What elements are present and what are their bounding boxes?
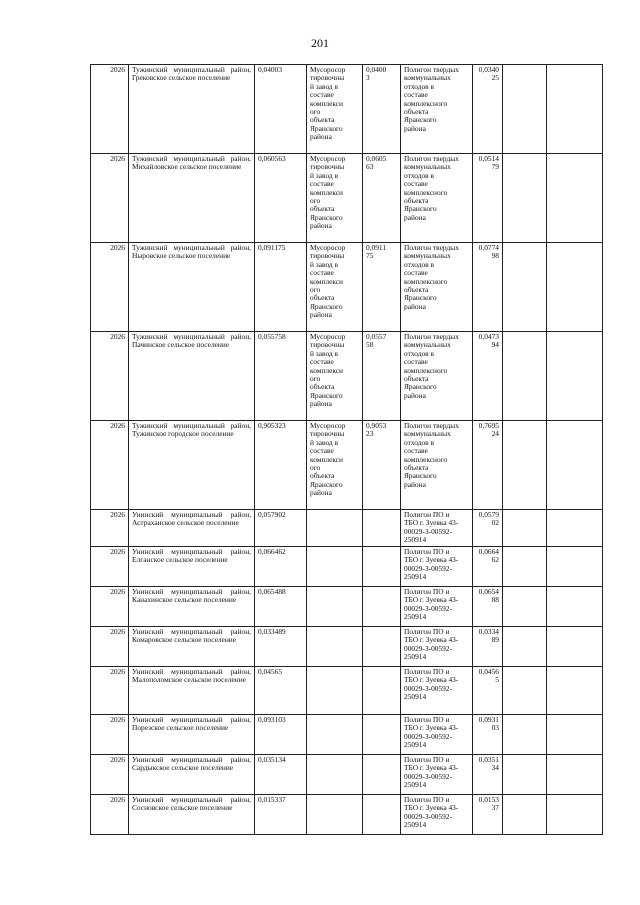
value-3-cell <box>473 667 503 715</box>
value-1-cell <box>255 65 307 154</box>
year-cell <box>91 510 129 547</box>
facility-cell-text: Мусоросор тировочны й завод в составе комплекси ого объекта Яранского района <box>310 243 346 320</box>
landfill-cell-text: Полигон твердых коммунальных отходов в составе комплексного объекта Яранского района <box>404 332 459 400</box>
year-cell <box>91 243 129 332</box>
table-row <box>91 587 603 627</box>
year-cell <box>91 547 129 587</box>
value-1-cell-text: 0,093103 <box>258 715 286 724</box>
value-3-cell <box>473 715 503 755</box>
value-1-cell <box>255 243 307 332</box>
empty-cell <box>547 547 603 587</box>
value-3-cell <box>473 243 503 332</box>
value-1-cell <box>255 510 307 547</box>
value-3-cell-text: 0,0654 88 <box>478 587 499 605</box>
empty-cell <box>503 715 547 755</box>
value-3-cell <box>473 795 503 835</box>
value-2-cell <box>363 587 401 627</box>
district-cell-text: Унинский муниципальный район, Малополомское сельское поселение <box>132 667 251 685</box>
year-cell <box>91 421 129 510</box>
empty-cell <box>503 65 547 154</box>
empty-cell <box>503 421 547 510</box>
table-row <box>91 421 603 510</box>
empty-cell <box>547 510 603 547</box>
value-3-cell-text: 0,0664 62 <box>478 547 499 565</box>
year-cell-text: 2026 <box>110 755 125 764</box>
facility-cell-text: Мусоросор тировочны й завод в составе комплекси ого объекта Яранского района <box>310 154 346 231</box>
value-2-cell <box>363 243 401 332</box>
year-cell-text: 2026 <box>110 510 125 519</box>
district-cell-text: Тужинский муниципальный район, Ныровское сельское поселение <box>132 243 251 261</box>
facility-cell <box>307 243 363 332</box>
empty-cell <box>503 795 547 835</box>
value-3-cell <box>473 627 503 667</box>
value-3-cell-text: 0,0473 94 <box>478 332 499 350</box>
landfill-cell <box>401 421 473 510</box>
empty-cell <box>547 667 603 715</box>
value-2-cell-text: 0,0557 58 <box>366 332 387 350</box>
year-cell <box>91 795 129 835</box>
landfill-cell-text: Полигон ПО и ТБО г. Зуевка 43- 00029-З-00592- 250914 <box>404 795 459 830</box>
page-number: 201 <box>311 36 329 50</box>
district-cell-text: Тужинский муниципальный район, Грековское сельское поселение <box>132 65 251 83</box>
value-1-cell-text: 0,060563 <box>258 154 286 163</box>
value-2-cell <box>363 547 401 587</box>
value-3-cell-text: 0,0774 98 <box>478 243 499 261</box>
value-1-cell <box>255 154 307 243</box>
landfill-cell-text: Полигон твердых коммунальных отходов в составе комплексного объекта Яранского района <box>404 421 459 489</box>
facility-cell <box>307 667 363 715</box>
landfill-cell <box>401 332 473 421</box>
empty-cell <box>547 421 603 510</box>
value-1-cell-text: 0,065488 <box>258 587 286 596</box>
empty-cell <box>503 627 547 667</box>
year-cell-text: 2026 <box>110 587 125 596</box>
empty-cell <box>547 715 603 755</box>
landfill-cell <box>401 154 473 243</box>
value-1-cell <box>255 421 307 510</box>
data-table <box>90 64 603 835</box>
value-3-cell <box>473 65 503 154</box>
value-3-cell-text: 0,0153 37 <box>478 795 499 813</box>
facility-cell <box>307 510 363 547</box>
value-1-cell-text: 0,035134 <box>258 755 286 764</box>
district-cell-text: Унинский муниципальный район, Астраханское сельское поселение <box>132 510 251 528</box>
year-cell-text: 2026 <box>110 667 125 676</box>
landfill-cell-text: Полигон ПО и ТБО г. Зуевка 43- 00029-З-00592- 250914 <box>404 627 459 662</box>
empty-cell <box>547 154 603 243</box>
value-3-cell-text: 0,0579 02 <box>478 510 499 528</box>
district-cell <box>129 243 255 332</box>
district-cell-text: Тужинский муниципальный район, Тужинское городское поселение <box>132 421 251 439</box>
year-cell <box>91 627 129 667</box>
value-2-cell-text: 0,9053 23 <box>366 421 387 439</box>
landfill-cell <box>401 627 473 667</box>
district-cell <box>129 755 255 795</box>
value-1-cell-text: 0,055758 <box>258 332 286 341</box>
year-cell <box>91 154 129 243</box>
district-cell-text: Унинский муниципальный район, Елганское сельское поселение <box>132 547 251 565</box>
facility-cell <box>307 332 363 421</box>
year-cell-text: 2026 <box>110 715 125 724</box>
value-3-cell <box>473 421 503 510</box>
district-cell-text: Унинский муниципальный район, Канахинское сельское поселение <box>132 587 251 605</box>
landfill-cell <box>401 667 473 715</box>
landfill-cell-text: Полигон ПО и ТБО г. Зуевка 43- 00029-З-00592- 250914 <box>404 547 459 582</box>
empty-cell <box>503 587 547 627</box>
facility-cell <box>307 587 363 627</box>
empty-cell <box>503 243 547 332</box>
landfill-cell <box>401 795 473 835</box>
empty-cell <box>547 627 603 667</box>
landfill-cell-text: Полигон ПО и ТБО г. Зуевка 43- 00029-З-00592- 250914 <box>404 755 459 790</box>
value-3-cell-text: 0,0334 89 <box>478 627 499 645</box>
value-3-cell-text: 0,7695 24 <box>478 421 499 439</box>
year-cell-text: 2026 <box>110 332 125 341</box>
value-2-cell <box>363 510 401 547</box>
value-2-cell <box>363 755 401 795</box>
empty-cell <box>547 587 603 627</box>
facility-cell-text: Мусоросор тировочны й завод в составе комплекси ого объекта Яранского района <box>310 332 346 409</box>
landfill-cell <box>401 547 473 587</box>
year-cell-text: 2026 <box>110 627 125 636</box>
landfill-cell-text: Полигон ПО и ТБО г. Зуевка 43- 00029-З-00592- 250914 <box>404 715 459 750</box>
value-3-cell <box>473 332 503 421</box>
landfill-cell <box>401 243 473 332</box>
value-3-cell-text: 0,0931 03 <box>478 715 499 733</box>
value-3-cell <box>473 154 503 243</box>
table-row <box>91 243 603 332</box>
value-2-cell <box>363 421 401 510</box>
landfill-cell-text: Полигон твердых коммунальных отходов в составе комплексного объекта Яранского района <box>404 243 459 311</box>
table-row <box>91 65 603 154</box>
value-1-cell-text: 0,04565 <box>258 667 283 676</box>
value-2-cell <box>363 627 401 667</box>
district-cell <box>129 65 255 154</box>
year-cell-text: 2026 <box>110 154 125 163</box>
value-1-cell-text: 0,057902 <box>258 510 286 519</box>
year-cell-text: 2026 <box>110 421 125 430</box>
value-3-cell <box>473 510 503 547</box>
facility-cell-text: Мусоросор тировочны й завод в составе комплекси ого объекта Яранского района <box>310 65 346 142</box>
table-row <box>91 667 603 715</box>
district-cell <box>129 421 255 510</box>
district-cell-text: Тужинский муниципальный район, Пачинское сельское поселение <box>132 332 251 350</box>
year-cell <box>91 332 129 421</box>
year-cell <box>91 667 129 715</box>
landfill-cell <box>401 715 473 755</box>
facility-cell-text: Мусоросор тировочны й завод в составе комплекси ого объекта Яранского района <box>310 421 346 498</box>
district-cell <box>129 667 255 715</box>
year-cell <box>91 65 129 154</box>
value-3-cell <box>473 755 503 795</box>
facility-cell <box>307 715 363 755</box>
value-3-cell-text: 0,0514 79 <box>478 154 499 172</box>
value-3-cell-text: 0,0351 34 <box>478 755 499 773</box>
landfill-cell-text: Полигон твердых коммунальных отходов в составе комплексного объекта Яранского района <box>404 154 459 222</box>
district-cell-text: Унинский муниципальный район, Комаровское сельское поселение <box>132 627 251 645</box>
empty-cell <box>547 795 603 835</box>
district-cell <box>129 627 255 667</box>
district-cell-text: Унинский муниципальный район, Сосновское сельское поселение <box>132 795 251 813</box>
value-2-cell <box>363 715 401 755</box>
landfill-cell-text: Полигон ПО и ТБО г. Зуевка 43- 00029-З-00592- 250914 <box>404 510 459 545</box>
value-2-cell-text: 0,0911 75 <box>366 243 387 261</box>
landfill-cell <box>401 755 473 795</box>
district-cell-text: Унинский муниципальный район, Порезское сельское поселение <box>132 715 251 733</box>
value-2-cell <box>363 154 401 243</box>
facility-cell <box>307 627 363 667</box>
value-1-cell <box>255 755 307 795</box>
district-cell <box>129 510 255 547</box>
value-3-cell-text: 0,0340 25 <box>478 65 499 83</box>
empty-cell <box>503 547 547 587</box>
empty-cell <box>547 243 603 332</box>
value-2-cell <box>363 795 401 835</box>
district-cell <box>129 587 255 627</box>
empty-cell <box>503 332 547 421</box>
value-2-cell <box>363 667 401 715</box>
table-row <box>91 755 603 795</box>
facility-cell <box>307 154 363 243</box>
value-1-cell-text: 0,033489 <box>258 627 286 636</box>
value-1-cell-text: 0,066462 <box>258 547 286 556</box>
value-1-cell <box>255 667 307 715</box>
table-row <box>91 627 603 667</box>
landfill-cell <box>401 510 473 547</box>
facility-cell <box>307 795 363 835</box>
landfill-cell-text: Полигон ПО и ТБО г. Зуевка 43- 00029-З-00592- 250914 <box>404 667 459 702</box>
facility-cell <box>307 755 363 795</box>
landfill-cell-text: Полигон ПО и ТБО г. Зуевка 43- 00029-З-00592- 250914 <box>404 587 459 622</box>
empty-cell <box>503 667 547 715</box>
value-2-cell <box>363 332 401 421</box>
value-1-cell <box>255 332 307 421</box>
landfill-cell-text: Полигон твердых коммунальных отходов в составе комплексного объекта Яранского района <box>404 65 459 133</box>
district-cell <box>129 547 255 587</box>
value-1-cell-text: 0,04003 <box>258 65 283 74</box>
table-row <box>91 795 603 835</box>
facility-cell <box>307 547 363 587</box>
year-cell <box>91 587 129 627</box>
district-cell-text: Тужинский муниципальный район, Михайловское сельское поселение <box>132 154 251 172</box>
year-cell <box>91 715 129 755</box>
district-cell <box>129 715 255 755</box>
table-row <box>91 547 603 587</box>
year-cell <box>91 755 129 795</box>
district-cell <box>129 332 255 421</box>
table-row <box>91 154 603 243</box>
table-row <box>91 715 603 755</box>
facility-cell <box>307 65 363 154</box>
empty-cell <box>547 755 603 795</box>
year-cell-text: 2026 <box>110 547 125 556</box>
value-3-cell <box>473 587 503 627</box>
value-2-cell-text: 0,0605 63 <box>366 154 387 172</box>
table-row <box>91 510 603 547</box>
value-2-cell <box>363 65 401 154</box>
value-3-cell-text: 0,0456 5 <box>478 667 499 685</box>
district-cell-text: Унинский муниципальный район, Сардыкское сельское поселение <box>132 755 251 773</box>
empty-cell <box>503 510 547 547</box>
value-3-cell <box>473 547 503 587</box>
value-1-cell <box>255 547 307 587</box>
value-1-cell-text: 0,091175 <box>258 243 286 252</box>
value-1-cell <box>255 795 307 835</box>
year-cell-text: 2026 <box>110 795 125 804</box>
value-1-cell <box>255 627 307 667</box>
district-cell <box>129 795 255 835</box>
landfill-cell <box>401 587 473 627</box>
empty-cell <box>547 65 603 154</box>
value-1-cell-text: 0,015337 <box>258 795 286 804</box>
year-cell-text: 2026 <box>110 243 125 252</box>
empty-cell <box>547 332 603 421</box>
landfill-cell <box>401 65 473 154</box>
empty-cell <box>503 154 547 243</box>
table-row <box>91 332 603 421</box>
value-2-cell-text: 0,0400 3 <box>366 65 387 83</box>
value-1-cell-text: 0,905323 <box>258 421 286 430</box>
facility-cell <box>307 421 363 510</box>
value-1-cell <box>255 587 307 627</box>
district-cell <box>129 154 255 243</box>
empty-cell <box>503 755 547 795</box>
year-cell-text: 2026 <box>110 65 125 74</box>
value-1-cell <box>255 715 307 755</box>
